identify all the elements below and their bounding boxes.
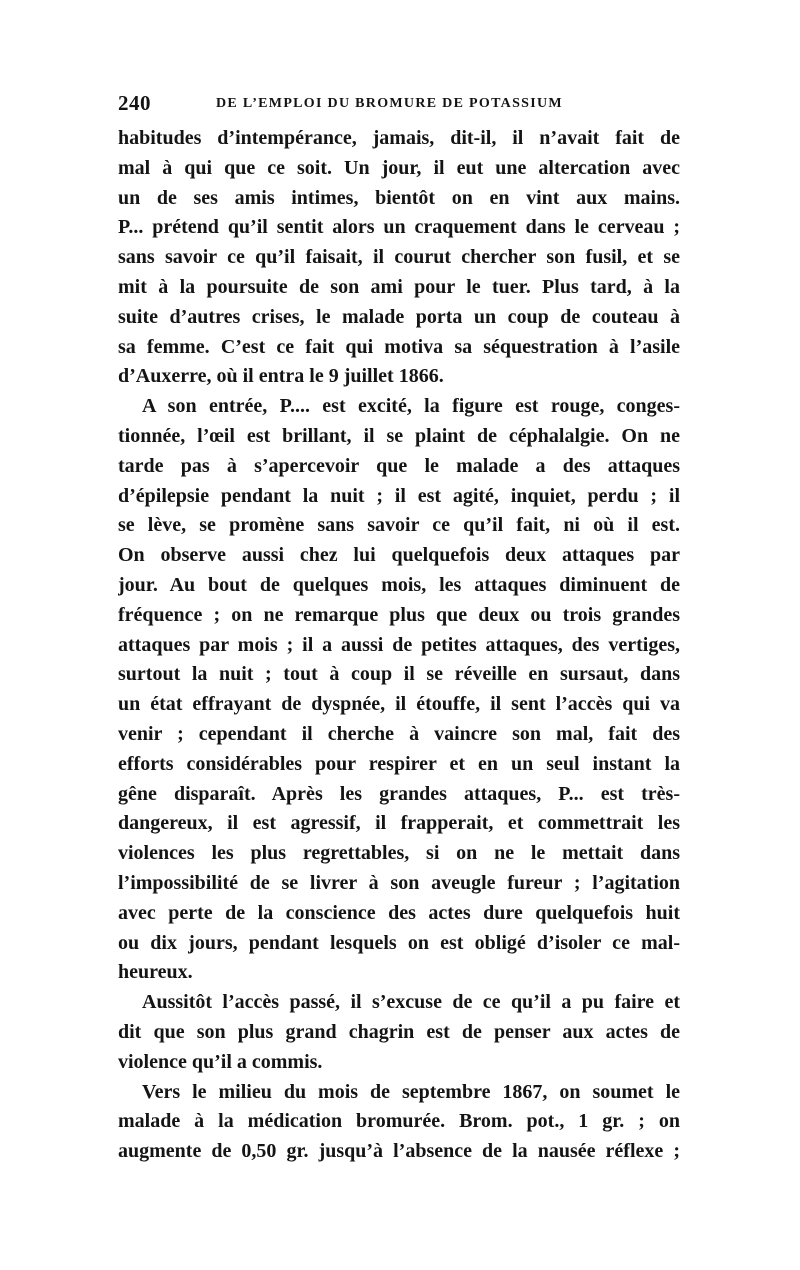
text-line: un état effrayant de dyspnée, il étouffe, il sent l’accès qui va [118, 693, 680, 716]
text-line: d’Auxerre, où il entra le 9 juillet 1866. [118, 365, 444, 388]
text-line: habitudes d’intempérance, jamais, dit-il, il n’avait fait de [118, 127, 680, 149]
text-line: suite d’autres crises, le malade porta un coup de couteau à [118, 305, 680, 328]
text-line: tionnée, l’œil est brillant, il se plaint de céphalalgie. On ne [118, 424, 680, 447]
text-line: un de ses amis intimes, bientôt on en vint aux mains. [118, 186, 680, 209]
page-number: 240 [118, 91, 151, 115]
text-line: mit à la poursuite de son ami pour le tuer. Plus tard, à la [118, 275, 680, 298]
text-line: violence qu’il a commis. [118, 1050, 323, 1073]
text-line: gêne disparaît. Après les grandes attaques, P... est très- [118, 782, 680, 805]
text-line: d’épilepsie pendant la nuit ; il est agité, inquiet, perdu ; il [118, 484, 680, 507]
text-line: l’impossibilité de se livrer à son aveugle fureur ; l’agitation [118, 871, 680, 894]
text-line: malade à la médication bromurée. Brom. pot., 1 gr. ; on [118, 1110, 680, 1133]
text-line: sans savoir ce qu’il faisait, il courut chercher son fusil, et se [118, 246, 680, 269]
running-title: DE L’EMPLOI DU BROMURE DE POTASSIUM [216, 96, 563, 111]
text-line: sa femme. C’est ce fait qui motiva sa séquestration à l’asile [118, 335, 680, 358]
text-line: On observe aussi chez lui quelquefois deux attaques par [118, 544, 680, 567]
text-line: dangereux, il est agressif, il frapperait, et commettrait les [118, 812, 680, 835]
text-line: violences les plus regrettables, si on ne le mettait dans [118, 842, 680, 865]
body-text [118, 124, 680, 1167]
paragraph-start-line: Aussitôt l’accès passé, il s’excuse de ce qu’il a pu faire et [142, 991, 680, 1014]
paragraph-start-line: A son entrée, P.... est excité, la figure est rouge, conges- [142, 395, 680, 418]
text-line: P... prétend qu’il sentit alors un craquement dans le cerveau ; [118, 216, 680, 239]
text-line: mal à qui que ce soit. Un jour, il eut une altercation avec [118, 156, 680, 179]
page-header [118, 91, 688, 119]
text-line: ou dix jours, pendant lesquels on est obligé d’isoler ce mal- [118, 931, 680, 954]
text-line: avec perte de la conscience des actes dure quelquefois huit [118, 901, 680, 924]
text-line: tarde pas à s’apercevoir que le malade a des attaques [118, 454, 680, 477]
text-line: se lève, se promène sans savoir ce qu’il fait, ni où il est. [118, 514, 680, 537]
text-line: venir ; cependant il cherche à vaincre son mal, fait des [118, 722, 680, 745]
text-line: augmente de 0,50 gr. jusqu’à l’absence de la nausée réflexe ; [118, 1140, 680, 1163]
text-line: attaques par mois ; il a aussi de petites attaques, des vertiges, [118, 633, 680, 656]
text-line: dit que son plus grand chagrin est de penser aux actes de [118, 1020, 680, 1043]
text-line: surtout la nuit ; tout à coup il se réveille en sursaut, dans [118, 663, 680, 686]
paragraph-start-line: Vers le milieu du mois de septembre 1867, on soumet le [142, 1080, 680, 1103]
text-line: heureux. [118, 961, 193, 984]
text-line: jour. Au bout de quelques mois, les attaques diminuent de [118, 573, 680, 596]
text-line: fréquence ; on ne remarque plus que deux ou trois grandes [118, 603, 680, 626]
text-line: efforts considérables pour respirer et en un seul instant la [118, 752, 680, 775]
